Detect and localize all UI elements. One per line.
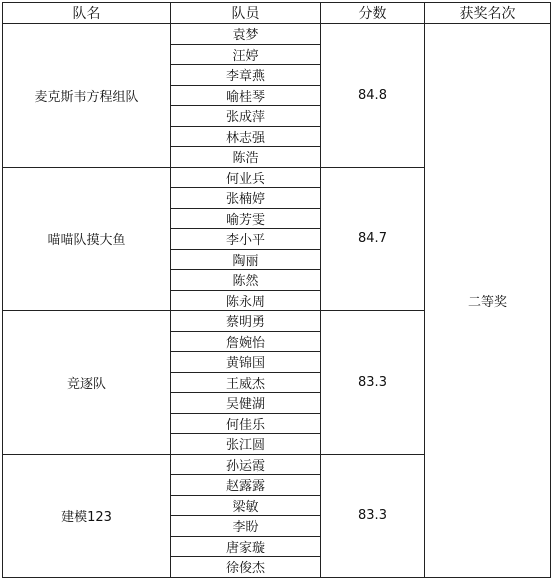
team-name-cell: 建模123 (3, 454, 171, 577)
header-team: 队名 (3, 3, 171, 24)
member-cell: 陈浩 (171, 147, 321, 168)
team-name-cell: 喵喵队摸大鱼 (3, 167, 171, 311)
score-cell: 84.7 (321, 167, 425, 311)
member-cell: 张楠婷 (171, 188, 321, 209)
member-cell: 张江圆 (171, 434, 321, 455)
member-cell: 林志强 (171, 126, 321, 147)
member-cell: 何佳乐 (171, 413, 321, 434)
team-name-cell: 麦克斯韦方程组队 (3, 24, 171, 168)
header-award: 获奖名次 (425, 3, 551, 24)
member-cell: 赵露露 (171, 475, 321, 496)
score-cell: 83.3 (321, 454, 425, 577)
member-cell: 吴健湖 (171, 393, 321, 414)
member-cell: 唐家璇 (171, 536, 321, 557)
member-cell: 张成萍 (171, 106, 321, 127)
member-cell: 李章燕 (171, 65, 321, 86)
score-cell: 84.8 (321, 24, 425, 168)
member-cell: 何业兵 (171, 167, 321, 188)
member-cell: 陈然 (171, 270, 321, 291)
member-cell: 汪婷 (171, 44, 321, 65)
member-cell: 李小平 (171, 229, 321, 250)
member-cell: 陈永周 (171, 290, 321, 311)
member-cell: 李盼 (171, 516, 321, 537)
results-table (2, 2, 551, 578)
member-cell: 孙运霞 (171, 454, 321, 475)
team-name-cell: 竞逐队 (3, 311, 171, 455)
header-score: 分数 (321, 3, 425, 24)
member-cell: 梁敏 (171, 495, 321, 516)
member-cell: 詹婉怡 (171, 331, 321, 352)
score-cell: 83.3 (321, 311, 425, 455)
member-cell: 王威杰 (171, 372, 321, 393)
table-row (3, 24, 551, 45)
header-members: 队员 (171, 3, 321, 24)
member-cell: 袁梦 (171, 24, 321, 45)
member-cell: 蔡明勇 (171, 311, 321, 332)
member-cell: 黄锦国 (171, 352, 321, 373)
award-cell: 二等奖 (425, 24, 551, 578)
member-cell: 陶丽 (171, 249, 321, 270)
member-cell: 喻芳雯 (171, 208, 321, 229)
header-row (3, 3, 551, 24)
member-cell: 喻桂琴 (171, 85, 321, 106)
member-cell: 徐俊杰 (171, 557, 321, 578)
